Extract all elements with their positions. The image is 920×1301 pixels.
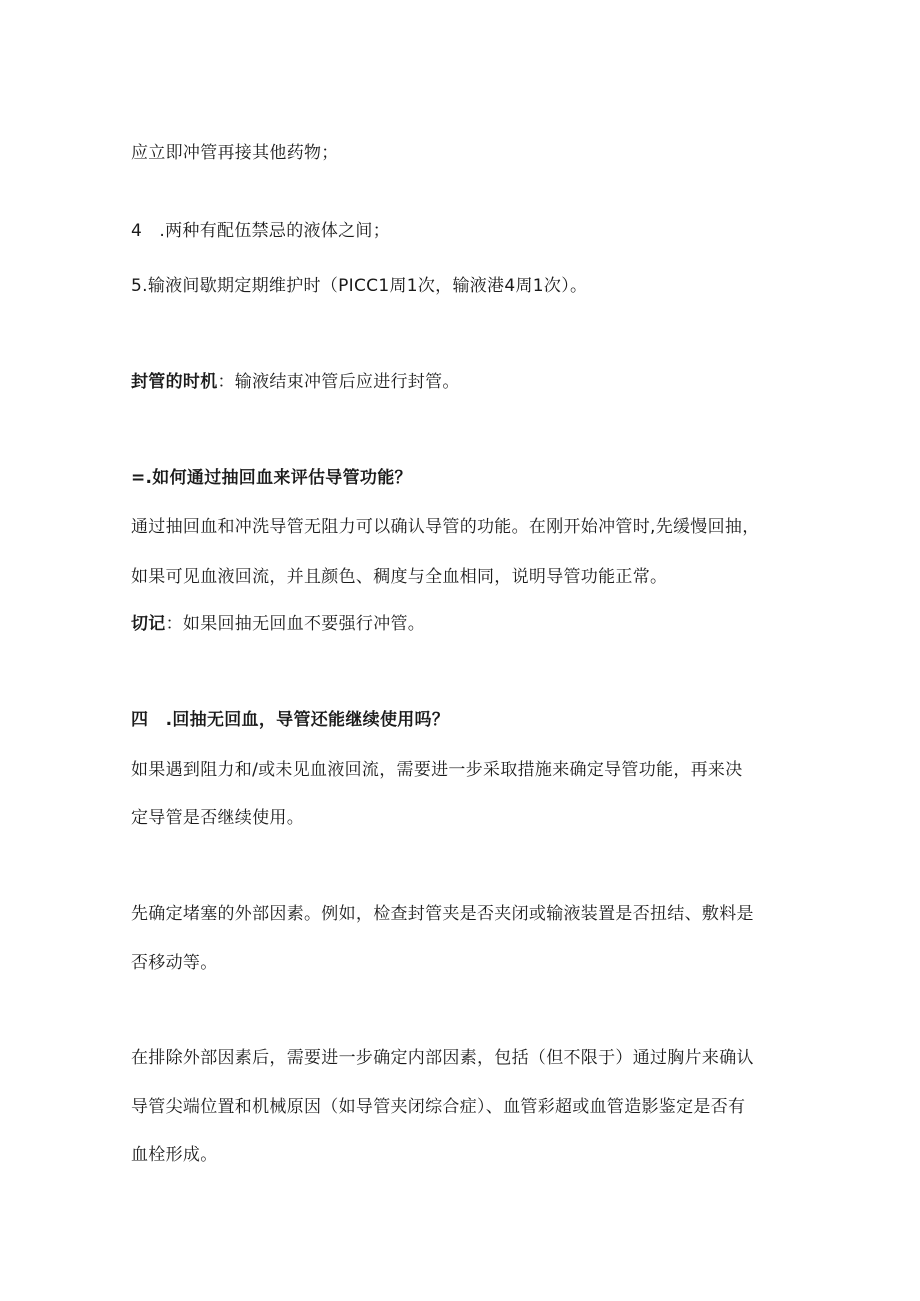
section-heading-4: 四 .回抽无回血，导管还能继续使用吗？ (131, 710, 450, 730)
seal-timing-text: ：输液结束冲管后应进行封管。 (217, 372, 460, 392)
seal-timing-label: 封管的时机 (131, 372, 218, 392)
paragraph-6-line-1: 在排除外部因素后，需要进一步确定内部因素，包括（但不限于）通过胸片来确认 (131, 1048, 754, 1068)
caution-line (131, 612, 425, 636)
section-heading-3: =.如何通过抽回血来评估导管功能？ (131, 468, 412, 488)
caution-label: 切记 (131, 614, 166, 634)
paragraph-5-line-2: 否移动等。 (131, 953, 218, 973)
paragraph-6-line-2: 导管尖端位置和机械原因（如导管夹闭综合症）、血管彩超或血管造影鉴定是否有 (131, 1097, 746, 1117)
paragraph-6-line-3: 血栓形成。 (131, 1145, 218, 1165)
paragraph-3-line-1: 通过抽回血和冲洗导管无阻力可以确认导管的功能。在刚开始冲管时,先缓慢回抽， (131, 517, 760, 537)
paragraph-3-line-2: 如果可见血液回流，并且颜色、稠度与全血相同，说明导管功能正常。 (131, 567, 668, 587)
paragraph-4-line-2: 定导管是否继续使用。 (131, 808, 304, 828)
caution-text: ：如果回抽无回血不要强行冲管。 (165, 614, 426, 634)
paragraph-5-line-1: 先确定堵塞的外部因素。例如，检查封管夹是否夹闭或输液装置是否扭结、敷料是 (131, 904, 754, 924)
list-item-4: 4 .两种有配伍禁忌的液体之间； (131, 221, 391, 241)
seal-timing-line (131, 370, 460, 394)
paragraph-4-line-1: 如果遇到阻力和/或未见血液回流，需要进一步采取措施来确定导管功能，再来决 (131, 760, 743, 780)
text-line-continue-flush: 应立即冲管再接其他药物； (131, 143, 339, 163)
list-item-5: 5.输液间歇期定期维护时（PICC1周1次，输液港4周1次）。 (131, 276, 588, 296)
